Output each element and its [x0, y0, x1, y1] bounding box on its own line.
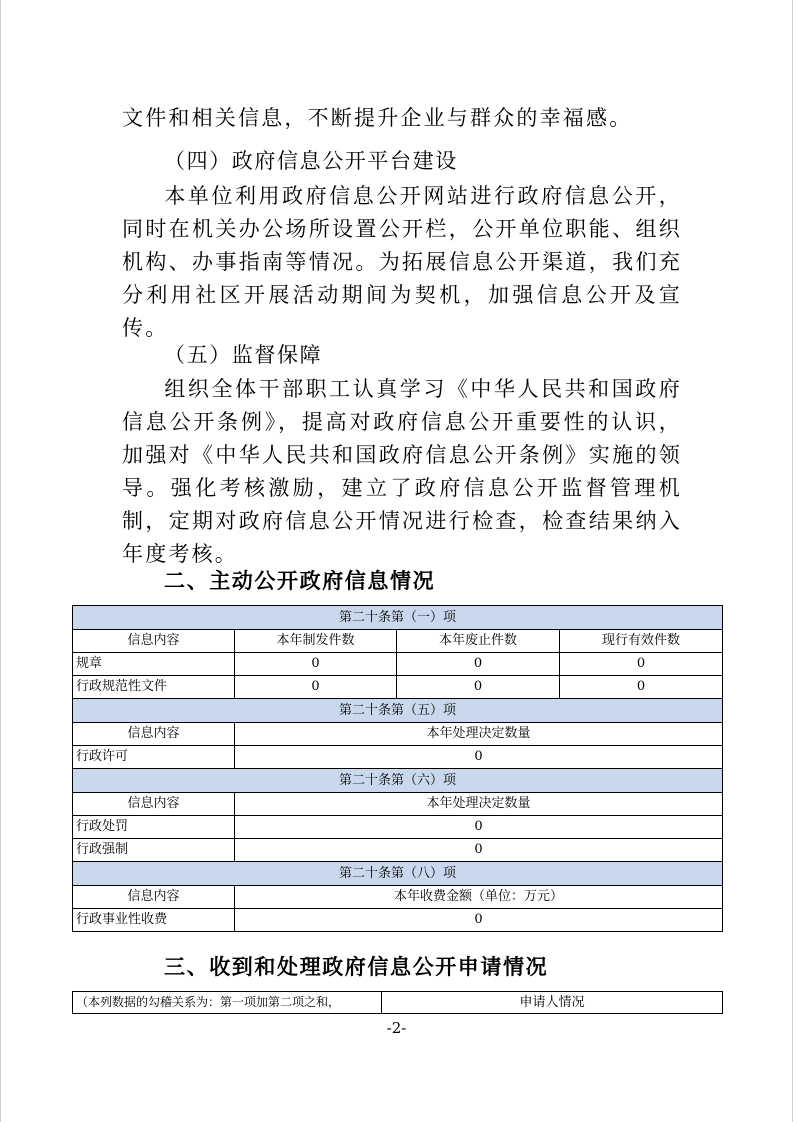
- heading-platform-construction: （四）政府信息公开平台建设: [164, 149, 458, 173]
- heading-supervision: （五）监督保障: [164, 343, 323, 367]
- table-cell: 0: [397, 676, 560, 699]
- table-row: [73, 909, 723, 932]
- table-section-row: [73, 769, 723, 793]
- column-header: 信息内容: [73, 630, 235, 653]
- table-row: [73, 746, 723, 769]
- section-title-article-20-8: 第二十条第（八）项: [73, 862, 723, 886]
- table-section-row: [73, 699, 723, 723]
- table-cell: 0: [560, 653, 723, 676]
- section-2-title: 二、主动公开政府信息情况: [164, 569, 436, 593]
- column-header: 本年处理决定数量: [235, 793, 723, 816]
- paragraph-1: 文件和相关信息，不断提升企业与群众的幸福感。: [122, 106, 633, 130]
- relationship-note: （本列数据的勾稽关系为：第一项加第二项之和，: [73, 992, 382, 1014]
- applicant-header: 申请人情况: [382, 992, 723, 1014]
- page-edge-left: [0, 0, 1, 1122]
- table-header-row: [73, 886, 723, 909]
- paragraph-2: [122, 180, 682, 345]
- proactive-disclosure-table: [72, 605, 723, 932]
- column-header: 现行有效件数: [560, 630, 723, 653]
- table-row: [73, 816, 723, 839]
- table-header-row: [73, 723, 723, 746]
- row-label: 行政处罚: [73, 816, 235, 839]
- table-cell: 0: [235, 816, 723, 839]
- row-label: 规章: [73, 653, 235, 676]
- paragraph-3: [122, 373, 682, 571]
- table-row: [73, 653, 723, 676]
- section-title-article-20-1: 第二十条第（一）项: [73, 606, 723, 630]
- column-header: 信息内容: [73, 793, 235, 816]
- column-header: 本年收费金额（单位：万元）: [235, 886, 723, 909]
- page-number: -2-: [386, 1019, 407, 1037]
- row-label: 行政许可: [73, 746, 235, 769]
- section-title-article-20-5: 第二十条第（五）项: [73, 699, 723, 723]
- table-cell: 0: [235, 676, 397, 699]
- table-cell: 0: [235, 909, 723, 932]
- table-row: [73, 676, 723, 699]
- table-cell: 0: [560, 676, 723, 699]
- row-label: 行政强制: [73, 839, 235, 862]
- application-table: [72, 991, 723, 1014]
- section-3-title: 三、收到和处理政府信息公开申请情况: [164, 955, 549, 979]
- section-title-article-20-6: 第二十条第（六）项: [73, 769, 723, 793]
- table-cell: 0: [397, 653, 560, 676]
- row-label: 行政事业性收费: [73, 909, 235, 932]
- column-header: 本年制发件数: [235, 630, 397, 653]
- column-header: 本年处理决定数量: [235, 723, 723, 746]
- paragraph-3-text: 组织全体干部职工认真学习《中华人民共和国政府信息公开条例》，提高对政府信息公开重要性的认识，加强对《中华人民共和国政府信息公开条例》实施的领导。强化考核激励，建立了政府信息公开监督管理机制，定期对政府信息公开情况进行检查，检查结果纳入年度考核。: [122, 377, 682, 566]
- table-cell: 0: [235, 746, 723, 769]
- table-section-row: [73, 606, 723, 630]
- table-cell: 0: [235, 653, 397, 676]
- column-header: 本年废止件数: [397, 630, 560, 653]
- row-label: 行政规范性文件: [73, 676, 235, 699]
- column-header: 信息内容: [73, 886, 235, 909]
- table-header-row: [73, 992, 723, 1014]
- table-header-row: [73, 793, 723, 816]
- column-header: 信息内容: [73, 723, 235, 746]
- table-row: [73, 839, 723, 862]
- paragraph-2-text: 本单位利用政府信息公开网站进行政府信息公开，同时在机关办公场所设置公开栏，公开单位职能、组织机构、办事指南等情况。为拓展信息公开渠道，我们充分利用社区开展活动期间为契机，加强信息公开及宣传。: [122, 184, 682, 340]
- table-cell: 0: [235, 839, 723, 862]
- table-header-row: [73, 630, 723, 653]
- table-section-row: [73, 862, 723, 886]
